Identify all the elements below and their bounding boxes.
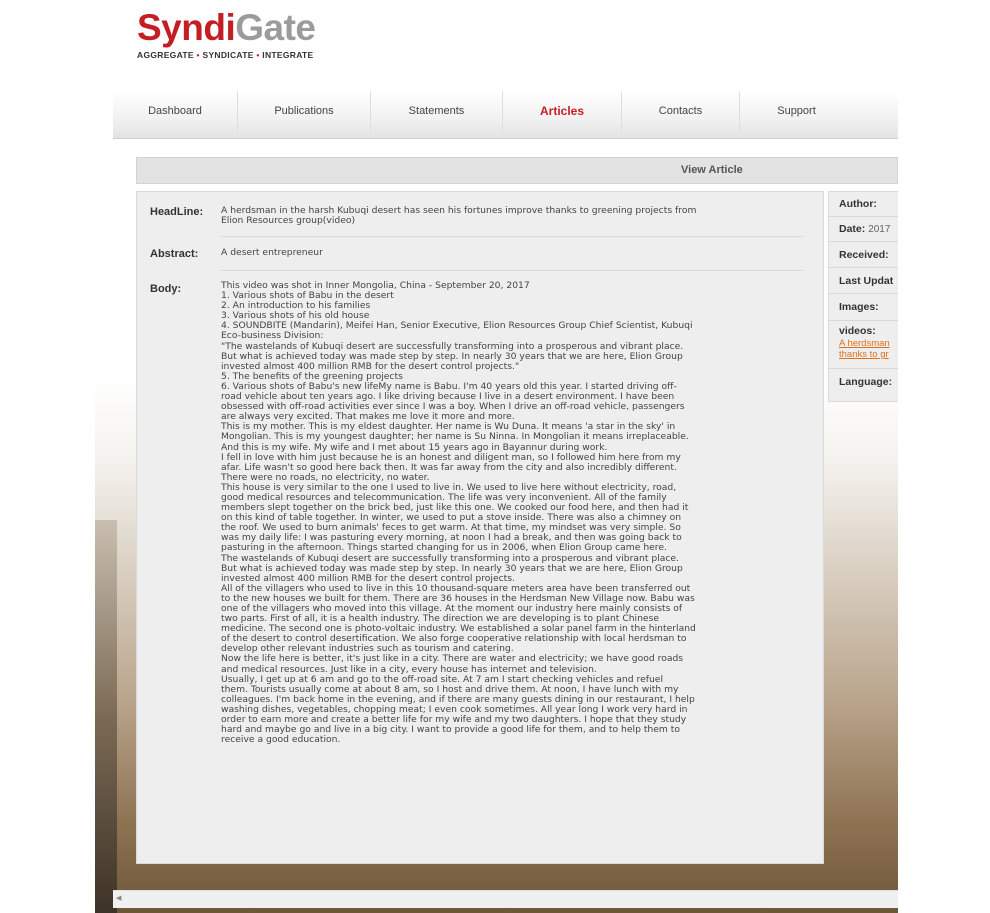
body-line: invested almost 400 million RMB for the desert control projects." bbox=[221, 360, 520, 372]
abstract-label: Abstract: bbox=[150, 248, 199, 260]
nav-dashboard[interactable]: Dashboard bbox=[113, 91, 238, 131]
body-line: 3. Various shots of his old house bbox=[221, 310, 370, 322]
body-line: was my daily life: I was pasturing every morning, at noon I had a break, and then was going back to bbox=[221, 532, 682, 544]
syndigate-logo[interactable] bbox=[137, 9, 316, 60]
body-line: colleagues. I'm back home in the evening, and if there are many guests dining in our restaurant, I help bbox=[221, 693, 695, 705]
body-line: 4. SOUNDBITE (Mandarin), Meifei Han, Senior Executive, Elion Resources Group Chief Scientist, Kubuqi bbox=[221, 320, 693, 332]
abstract-value: A desert entrepreneur bbox=[221, 247, 323, 258]
body-line: invested almost 400 million RMB for the desert control projects. bbox=[221, 572, 515, 584]
body-line: Eco-business Division: bbox=[221, 330, 324, 342]
body-line: to the new houses we built for them. There are 36 houses in the Herdsman New Village now. Babu was bbox=[221, 592, 695, 604]
body-line: The wastelands of Kubuqi desert are successfully transforming into a prosperous and vibrant place. bbox=[221, 552, 680, 564]
body-line: and medical resources. Just like in a city, every house has internet and television. bbox=[221, 663, 597, 675]
body-line: two parts. First of all, it is a health industry. The direction we are developing is to plant Chinese bbox=[221, 613, 660, 625]
video-link[interactable]: thanks to gr bbox=[839, 349, 889, 360]
body-line: This house is very similar to the one I used to live in. We used to live here without electricity, road, bbox=[221, 481, 677, 493]
body-line: afar. Life wasn't so good here back then. It was far away from the city and also incredibly different. bbox=[221, 461, 677, 473]
body-line: road vehicle about ten years ago. I like driving because I live in a desert environment. I have been bbox=[221, 391, 675, 403]
article-panel bbox=[136, 191, 824, 864]
body-line: All of the villagers who used to live in this 10 thousand-square meters area have been transferred out bbox=[221, 582, 691, 594]
nav-articles[interactable]: Articles bbox=[503, 91, 622, 131]
view-article-bar bbox=[136, 157, 898, 184]
body-line: "The wastelands of Kubuqi desert are successfully transforming into a prosperous and vibrant place. bbox=[221, 340, 684, 352]
body-line: develop other relevant industries such as tourism and catering. bbox=[221, 643, 514, 655]
main-navigation bbox=[113, 91, 898, 139]
meta-images: Images: bbox=[829, 294, 898, 321]
article-metadata-panel bbox=[828, 191, 898, 402]
view-article-title: View Article bbox=[681, 164, 743, 176]
left-background-strip bbox=[0, 0, 95, 913]
body-line: receive a good education. bbox=[221, 734, 341, 746]
body-label: Body: bbox=[150, 283, 182, 295]
video-link[interactable]: A herdsman bbox=[839, 338, 890, 349]
meta-last-update: Last Updat bbox=[829, 268, 898, 294]
meta-language: Language: bbox=[839, 376, 893, 388]
body-line: one of the villagers who moved into this village. At the moment our industry here mainly consists of bbox=[221, 603, 683, 614]
body-line: the roof. We used to burn animals' feces to get warm. At that time, my mindset was very simple. So bbox=[221, 522, 681, 534]
meta-received: Received: bbox=[829, 242, 898, 268]
scroll-left-arrow-icon[interactable]: ◀ bbox=[116, 894, 122, 902]
body-line: Usually, I get up at 6 am and go to the off-road site. At 7 am I start checking vehicles and refuel bbox=[221, 673, 663, 685]
body-line: members slept together on the brick bed, just like this one. We cooked our food here, and then had it bbox=[221, 502, 689, 514]
body-line: 2. An introduction to his families bbox=[221, 300, 371, 312]
body-line: And this is my wife. My wife and I met about 15 years ago in Bayannur during work. bbox=[221, 441, 608, 453]
headline-value: A herdsman in the harsh Kubuqi desert has seen his fortunes improve thanks to greening projects from Elion Resources group(video) bbox=[221, 205, 697, 227]
nav-publications[interactable]: Publications bbox=[238, 91, 371, 131]
body-line: medicine. The second one is photo-voltaic industry. We established a solar panel farm in the hinterland bbox=[221, 623, 696, 635]
headline-label: HeadLine: bbox=[150, 206, 204, 218]
body-line: obsessed with off-road activities ever since I was a boy. When I drive an off-road vehicle, passengers bbox=[221, 401, 685, 413]
body-line: This video was shot in Inner Mongolia, China - September 20, 2017 bbox=[221, 280, 530, 291]
meta-author: Author: bbox=[829, 192, 898, 217]
body-line: washing dishes, vegetables, chopping meat; I even cook sometimes. All year long I work very hard in bbox=[221, 703, 688, 715]
nav-support[interactable]: Support bbox=[777, 105, 816, 117]
horizontal-scrollbar[interactable] bbox=[113, 890, 898, 908]
body-line: Mongolian. This is my youngest daughter; her name is Su Ninna. In Mongolian it means irreplaceable. bbox=[221, 431, 689, 443]
body-line: But what is achieved today was made step by step. In nearly 30 years that we are here, Elion Group bbox=[221, 350, 683, 362]
meta-date: Date: 2017 bbox=[829, 217, 898, 242]
meta-videos: videos: A herdsman thanks to gr bbox=[829, 321, 898, 369]
body-line: are always very excited. That makes me love it more and more. bbox=[221, 411, 515, 423]
body-line: There were no roads, no electricity, no water. bbox=[221, 471, 430, 483]
body-line: 1. Various shots of Babu in the desert bbox=[221, 290, 394, 302]
body-line: hard and maybe go and live in a big city. I want to provide a good life for them, and to help them to bbox=[221, 724, 680, 736]
body-line: pasturing in the afternoon. Things started changing for us in 2006, when Elion Group came here. bbox=[221, 542, 667, 554]
body-line: on this kind of table together. In winter, we used to put a stove inside. There was also a chimney on bbox=[221, 512, 682, 524]
separator bbox=[221, 236, 803, 237]
body-line: them. Tourists usually come at about 8 am, so I host and drive them. At noon, I have lunch with my bbox=[221, 683, 679, 695]
body-line: good medical resources and telecommunication. The life was very inconvenient. All of the family bbox=[221, 491, 667, 503]
body-line: of the desert to control desertification. We also forge cooperative relationship with local herdsman to bbox=[221, 633, 687, 645]
body-line: Now the life here is better, it's just like in a city. There are water and electricity; we have good roads bbox=[221, 653, 684, 665]
body-line: I fell in love with him just because he is an honest and diligent man, so I followed him here from my bbox=[221, 451, 681, 463]
body-line: order to earn more and create a better life for my wife and my two daughters. I hope that they study bbox=[221, 714, 687, 726]
separator bbox=[221, 270, 803, 271]
nav-statements[interactable]: Statements bbox=[371, 91, 503, 131]
body-line: 5. The benefits of the greening projects bbox=[221, 370, 403, 382]
logo-tagline: AGGREGATE • SYNDICATE • INTEGRATE bbox=[137, 50, 314, 60]
body-text bbox=[221, 281, 776, 745]
body-line: 6. Various shots of Babu's new lifeMy name is Babu. I'm 40 years old this year. I started driving off- bbox=[221, 380, 677, 392]
background-rock-edge bbox=[95, 520, 117, 913]
body-line: But what is achieved today was made step by step. In nearly 30 years that we are here, Elion Group bbox=[221, 562, 683, 574]
body-line: This is my mother. This is my eldest daughter. Her name is Wu Duna. It means 'a star in the sky' in bbox=[221, 421, 676, 433]
logo-wordmark: SyndiGate bbox=[137, 7, 316, 48]
nav-contacts[interactable]: Contacts bbox=[622, 91, 740, 131]
